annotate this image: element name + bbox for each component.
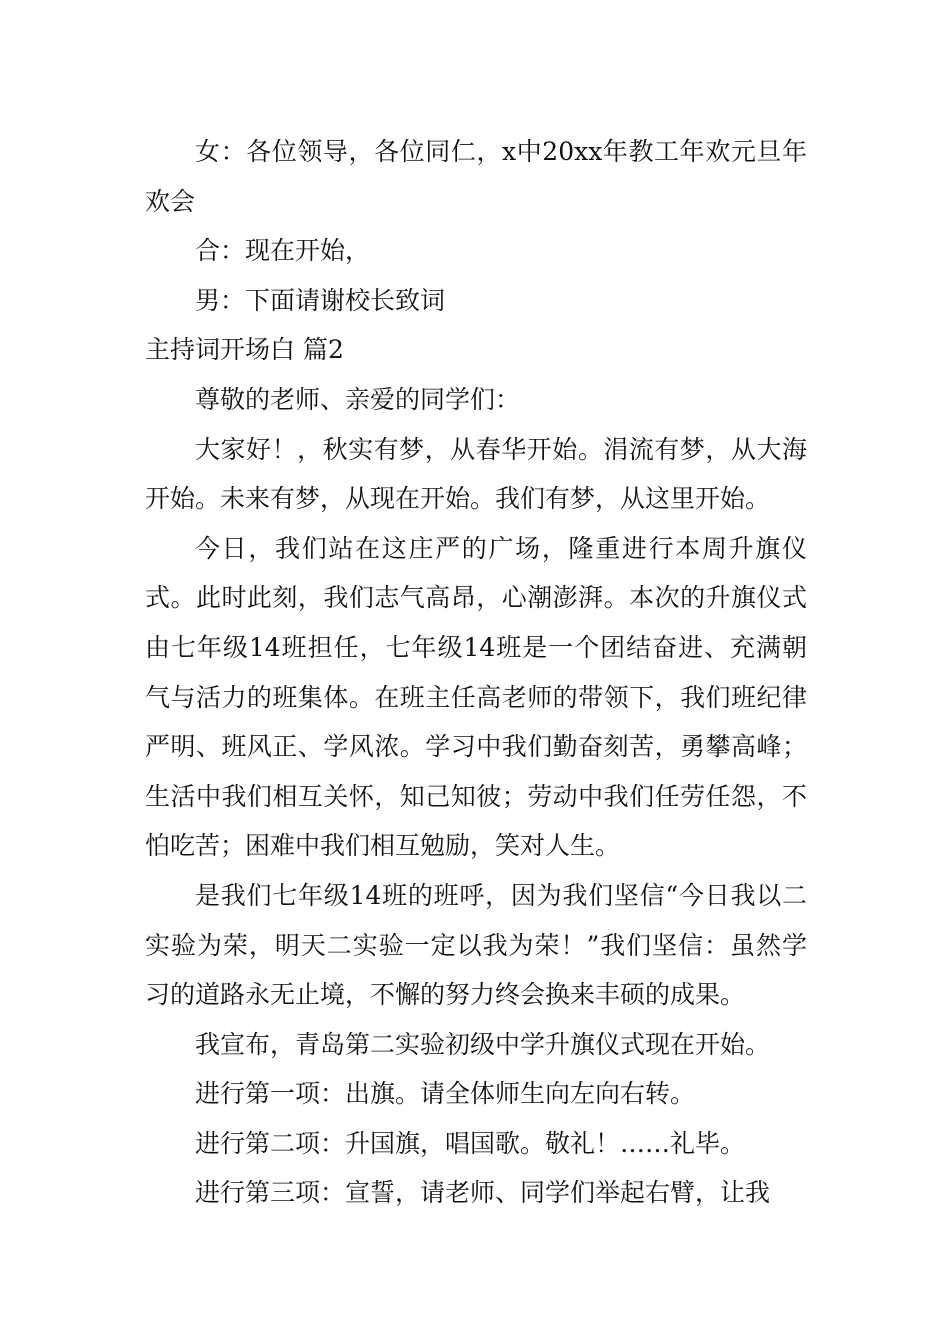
announcement-paragraph: 我宣布，青岛第二实验初级中学升旗仪式现在开始。: [195, 1029, 771, 1059]
class-introduction-paragraph: 今日，我们站在这庄严的广场，隆重进行本周升旗仪式。此时此刻，我们志气高昂，心潮澎湃。本次的升旗仪式由七年级14班担任，七年级14班是一个团结奋进、充满朝气与活力的班集体。在班主任高老师的带领下，我们班纪律严明、班风正、学风浓。学习中我们勤奋刻苦，勇攀高峰；生活中我们相互关怀，知己知彼；劳动中我们任劳任怨，不怕吃苦；困难中我们相互勉励，笑对人生。: [145, 533, 807, 861]
dialogue-paragraph-male: 男：下面请谢校长致词: [195, 285, 446, 315]
salutation-paragraph: 尊敬的老师、亲爱的同学们：: [195, 384, 521, 414]
dialogue-paragraph-female: 女：各位领导，各位同仁，x中20xx年教工年欢元旦年欢会: [145, 137, 807, 216]
greeting-paragraph: 大家好！，秋实有梦，从春华开始。涓流有梦，从大海开始。未来有梦，从现在开始。我们有梦，从这里开始。: [145, 434, 807, 514]
section-heading: 主持词开场白 篇2: [145, 335, 344, 365]
ceremony-step-3: 进行第三项：宣誓，请老师、同学们举起右臂，让我: [195, 1178, 771, 1208]
class-motto-paragraph: 是我们七年级14班的班呼，因为我们坚信“今日我以二实验为荣，明天二实验一定以我为荣！”我们坚信：虽然学习的道路永无止境，不懈的努力终会换来丰硕的成果。: [145, 880, 807, 1010]
ceremony-step-1: 进行第一项：出旗。请全体师生向左向右转。: [195, 1079, 696, 1109]
dialogue-paragraph-together: 合：现在开始，: [195, 236, 371, 266]
document-body: [145, 127, 807, 1218]
ceremony-step-2: 进行第二项：升国旗，唱国歌。敬礼！……礼毕。: [195, 1128, 746, 1158]
